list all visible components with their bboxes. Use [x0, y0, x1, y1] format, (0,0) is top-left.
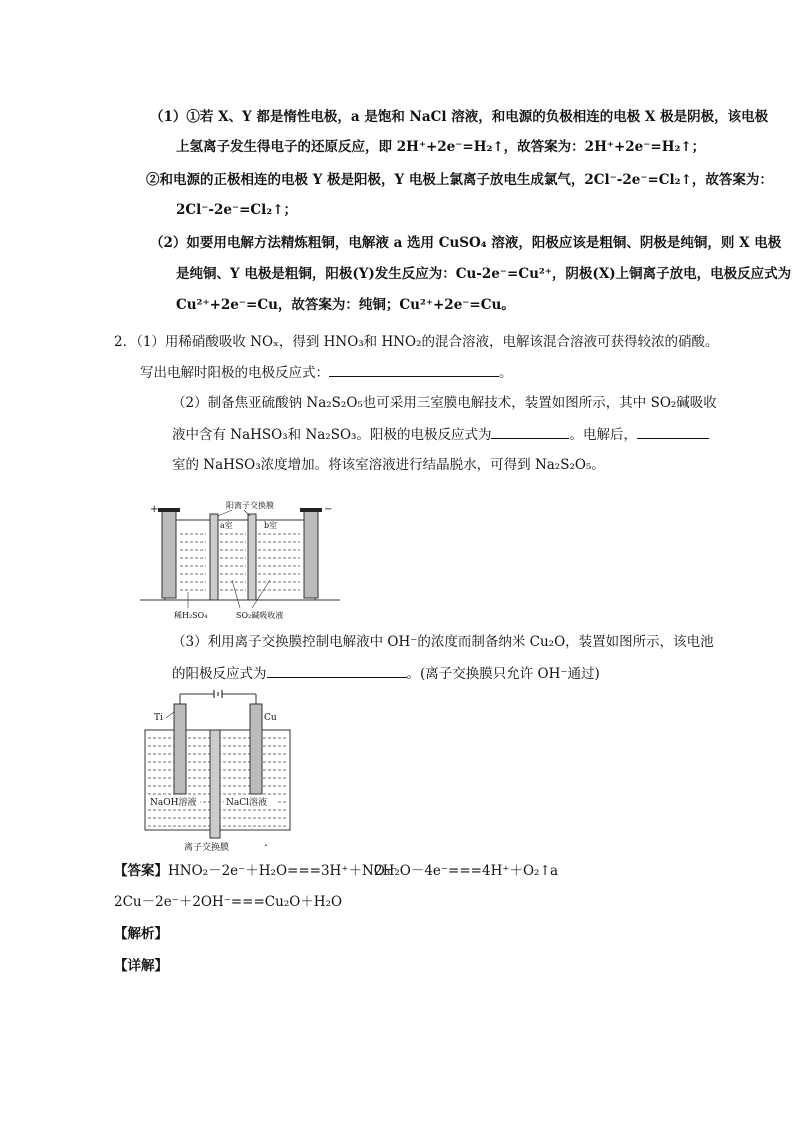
membrane-right — [248, 514, 256, 600]
answer-room: a — [550, 863, 559, 879]
question2-part2-line3: 室的 NaHSO₃浓度增加。将该室溶液进行结晶脱水，可得到 Na₂S₂O₅。 — [172, 457, 605, 473]
analysis-heading: 【解析】 — [114, 926, 168, 942]
question2-part2-line2 — [172, 424, 709, 445]
ion-exchange-membrane — [210, 730, 220, 838]
figure2-ti: Ti — [154, 713, 163, 723]
question2-part3-line2 — [172, 663, 600, 684]
answer-blank-4[interactable] — [267, 663, 407, 678]
answer-blank-3[interactable] — [637, 424, 709, 439]
figure2-cu: Cu — [264, 713, 277, 723]
answer-part2-line2: 是纯铜、Y 电极是粗铜，阳极(Y)发生反应为：Cu-2e⁻=Cu²⁺，阴极(X)上铜离子放电，电极反应式为 — [176, 266, 792, 282]
figure2-naoh: NaOH溶液 — [150, 798, 197, 808]
figure-three-chamber-electrolysis — [140, 500, 340, 630]
question2-part2-line1: （2）制备焦亚硫酸钠 Na₂S₂O₅也可采用三室膜电解技术，装置如图所示，其中 SO₂碱吸收 — [172, 395, 717, 411]
figure1-acid-label: 稀H₂SO₄ — [174, 611, 208, 620]
answer-part1b-line1: ②和电源的正极相连的电极 Y 极是阳极，Y 电极上氯离子放电生成氯气，2Cl⁻-2e⁻=Cl₂↑，故答案为： — [146, 172, 773, 188]
left-electrode — [162, 510, 176, 598]
question2-part1-prompt: 写出电解时阳极的电极反应式： — [140, 365, 329, 381]
answer-blank-2[interactable] — [491, 424, 569, 439]
figure-cu2o-cell — [140, 690, 300, 855]
answer-eq1: HNO₂－2e⁻＋H₂O===3H⁺＋NO₃⁻ — [168, 863, 398, 879]
figure1-membrane-label: 阳离子交换膜 — [226, 501, 274, 510]
question2-part1-line2 — [140, 362, 513, 383]
answer-eq2: 2H₂O－4e⁻===4H⁺＋O₂↑ — [374, 863, 551, 879]
answer-eq3: 2Cu－2e⁻＋2OH⁻===Cu₂O＋H₂O — [114, 894, 343, 910]
answer-part1b-line2: 2Cl⁻-2e⁻=Cl₂↑； — [176, 202, 298, 218]
figure1-plus: + — [150, 504, 159, 515]
question2-part3-line1: （3）利用离子交换膜控制电解液中 OH⁻的浓度而制备纳米 Cu₂O，装置如图所示，该电池 — [172, 634, 714, 650]
question2-part2-prompt: 液中含有 NaHSO₃和 Na₂SO₃。阳极的电极反应式为 — [172, 427, 492, 443]
figure2-nacl: NaCl溶液 — [226, 798, 268, 808]
figure1-room-b: b室 — [264, 521, 278, 530]
answer-part1-line2: 上氢离子发生得电子的还原反应，即 2H⁺+2e⁻=H₂↑，故答案为：2H⁺+2e⁻=H₂↑； — [176, 139, 706, 155]
membrane-left — [210, 514, 218, 600]
detail-heading: 【详解】 — [114, 958, 168, 974]
question2-part2-mid: 。电解后， — [569, 427, 637, 443]
figure2-dot: . — [264, 835, 268, 849]
ti-electrode — [174, 704, 186, 794]
figure2-membrane-label: 离子交换膜 — [184, 843, 230, 853]
cu-electrode — [250, 704, 262, 794]
answer-blank-1[interactable] — [329, 362, 499, 377]
question2-part1-end: 。 — [499, 365, 513, 381]
answer-part1-line1: （1）①若 X、Y 都是惰性电极，a 是饱和 NaCl 溶液，和电源的负极相连的电极 X 极是阴极，该电极 — [150, 109, 769, 125]
question2-part1-line1: 2．（1）用稀硝酸吸收 NOₓ，得到 HNO₃和 HNO₂的混合溶液，电解该混合溶液可获得较浓的硝酸。 — [114, 334, 719, 350]
answer-part2-line1: （2）如要用电解方法精炼粗铜，电解液 a 选用 CuSO₄ 溶液，阳极应该是粗铜、阴极是纯铜，则 X 电极 — [150, 235, 782, 251]
question2-part3-end: 。(离子交换膜只允许 OH⁻通过) — [406, 666, 600, 682]
answer-label: 【答案】 — [114, 863, 168, 879]
figure1-room-a: a室 — [220, 521, 233, 530]
right-electrode — [304, 510, 318, 598]
figure1-minus: − — [324, 504, 333, 515]
question2-part3-prompt: 的阳极反应式为 — [172, 666, 267, 682]
answer-part2-line3: Cu²⁺+2e⁻=Cu，故答案为：纯铜；Cu²⁺+2e⁻=Cu。 — [176, 297, 515, 313]
answer-line1 — [114, 861, 397, 881]
figure1-absorb-label: SO₂碱吸收液 — [236, 611, 284, 620]
